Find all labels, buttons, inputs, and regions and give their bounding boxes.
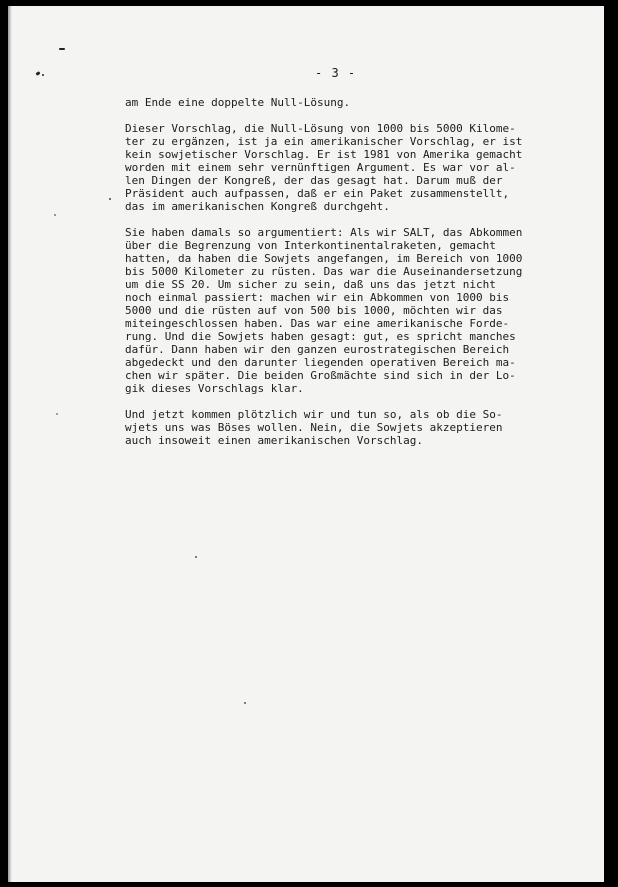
text-line: abgedeckt und den darunter liegenden operativen Bereich ma-: [125, 356, 516, 369]
scan-speck: [54, 214, 56, 216]
text-line: kein sowjetischer Vorschlag. Er ist 1981 von Amerika gemacht: [125, 148, 523, 161]
text-line: wjets uns was Böses wollen. Nein, die Sowjets akzeptieren: [125, 421, 503, 434]
body-text: [125, 96, 565, 460]
text-line: um die SS 20. Um sicher zu sein, daß uns das jetzt nicht: [125, 278, 496, 291]
paragraph: [125, 96, 565, 109]
text-line: über die Begrenzung von Interkontinentalraketen, gemacht: [125, 239, 496, 252]
text-line: auch insoweit einen amerikanischen Vorschlag.: [125, 434, 424, 447]
text-line: Sie haben damals so argumentiert: Als wir SALT, das Abkommen: [125, 226, 523, 239]
text-line: 5000 und die rüsten auf von 500 bis 1000, möchten wir das: [125, 304, 503, 317]
text-line: rung. Und die Sowjets haben gesagt: gut, es spricht manches: [125, 330, 516, 343]
text-line: am Ende eine doppelte Null-Lösung.: [125, 96, 351, 109]
scan-speck: [195, 556, 197, 558]
text-line: chen wir später. Die beiden Großmächte sind sich in der Lo-: [125, 369, 516, 382]
scan-speck: [59, 48, 65, 50]
text-line: Dieser Vorschlag, die Null-Lösung von 1000 bis 5000 Kilome-: [125, 122, 516, 135]
text-line: noch einmal passiert: machen wir ein Abkommen von 1000 bis: [125, 291, 510, 304]
paragraph: [125, 408, 565, 447]
text-line: dafür. Dann haben wir den ganzen eurostrategischen Bereich: [125, 343, 510, 356]
text-line: miteingeschlossen haben. Das war eine amerikanische Forde-: [125, 317, 510, 330]
text-line: hatten, da haben die Sowjets angefangen, im Bereich von 1000: [125, 252, 523, 265]
text-line: gik dieses Vorschlags klar.: [125, 382, 304, 395]
scan-speck: [109, 198, 111, 200]
text-line: ter zu ergänzen, ist ja ein amerikanischer Vorschlag, er ist: [125, 135, 523, 148]
text-line: Präsident auch aufpassen, daß er ein Paket zusammenstellt,: [125, 187, 510, 200]
text-line: das im amerikanischen Kongreß durchgeht.: [125, 200, 390, 213]
text-line: worden mit einem sehr vernünftigen Argument. Es war vor al-: [125, 161, 516, 174]
text-line: bis 5000 Kilometer zu rüsten. Das war die Auseinandersetzung: [125, 265, 523, 278]
scan-speck: [36, 71, 41, 76]
document-page: [8, 6, 604, 882]
text-line: len Dingen der Kongreß, der das gesagt hat. Darum muß der: [125, 174, 503, 187]
scan-speck: [244, 702, 246, 704]
page-number: - 3 -: [315, 66, 357, 80]
paragraph: [125, 122, 565, 213]
scan-edge-shadow: [8, 6, 12, 882]
paragraph: [125, 226, 565, 395]
scan-speck: [42, 74, 44, 76]
text-line: Und jetzt kommen plötzlich wir und tun so, als ob die So-: [125, 408, 503, 421]
scan-speck: [56, 413, 58, 415]
